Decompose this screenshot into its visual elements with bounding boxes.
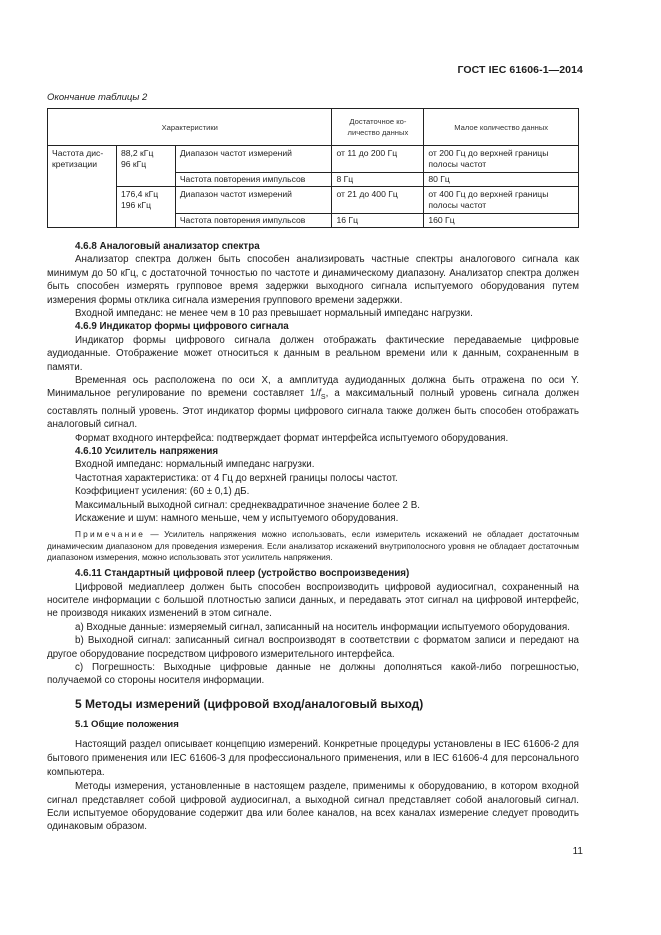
page-number: 11 bbox=[572, 846, 583, 857]
cell-min: 160 Гц bbox=[424, 214, 579, 228]
section-heading: 4.6.9 Индикатор формы цифрового сигнала bbox=[75, 321, 289, 333]
paragraph: Входной импеданс: нормальный импеданс нагрузки. bbox=[75, 459, 315, 471]
table-caption: Окончание таблицы 2 bbox=[47, 92, 148, 103]
paragraph: Коэффициент усиления: (60 ± 0,1) дБ. bbox=[75, 486, 250, 498]
cell-sufficient: от 21 до 400 Гц bbox=[332, 187, 424, 214]
table-row bbox=[48, 187, 579, 214]
cell-min: от 400 Гц до верхней границы полосы частот bbox=[424, 187, 579, 214]
list-item: b) Выходной сигнал: записанный сигнал воспроизводят в соответствии с форматом записи и передают на другое оборудование посредством цифрового измерительного интерфейса. bbox=[47, 635, 579, 660]
document-header: ГОСТ IEC 61606-1—2014 bbox=[457, 64, 583, 76]
spec-table bbox=[47, 108, 579, 228]
paragraph: Временная ось расположена по оси X, а амплитуда аудиоданных должна быть отражена по оси Y. Минимальное регулирование по времени составляет $1/f_S$, а максимальный полный уровень сигнала должен составлять полный уровень. Этот индикатор формы цифрового сигнала также должен быть способен отображать аналоговый сигнал. bbox=[47, 375, 579, 431]
group2-freq: 176,4 кГц 196 кГц bbox=[116, 187, 175, 228]
paragraph: Частотная характеристика: от 4 Гц до верхней границы полосы частот. bbox=[75, 472, 398, 484]
cell-sufficient: 16 Гц bbox=[332, 214, 424, 228]
chapter-heading: 5 Методы измерений (цифровой вход/аналоговый выход) bbox=[75, 696, 424, 711]
section-heading: 4.6.8 Аналоговый анализатор спектра bbox=[75, 241, 260, 252]
table-header-row bbox=[48, 109, 579, 146]
section-heading: 5.1 Общие положения bbox=[75, 719, 179, 731]
sampling-label: Частота дис- кретизации bbox=[48, 146, 117, 228]
paragraph: Формат входного интерфейса: подтверждает формат интерфейса испытуемого оборудования. bbox=[75, 432, 509, 444]
paragraph: Цифровой медиаплеер должен быть способен воспроизводить цифровой аудиосигнал, сохраненный на носителе информации с большой плотностью записи данных, и передавать этот сигнал на цифровой интерфейс, не производя никаких изменений в этом сигнале. bbox=[47, 581, 579, 620]
section-heading: 4.6.11 Стандартный цифровой плеер (устройство воспроизведения) bbox=[75, 568, 410, 580]
header-sufficient: Достаточное ко- личество данных bbox=[332, 109, 424, 146]
cell-sufficient: от 11 до 200 Гц bbox=[332, 146, 424, 173]
paragraph: Методы измерения, установленные в настоящем разделе, применимы к оборудованию, в котором входной сигнал представляет собой цифровой аудиосигнал, а выходной сигнал представляет собой аналоговый сигнал. Если испытуемое оборудование содержит два или более каналов, на всех каналах измерение следует проводить одинаковым образом. bbox=[47, 781, 579, 833]
list-item: a) Входные данные: измеряемый сигнал, записанный на носитель информации испытуемого оборудования. bbox=[75, 621, 570, 633]
paragraph: Анализатор спектра должен быть способен анализировать частные спектры аналогового сигнала как минимум до 50 кГц, с достаточной точностью по частоте и динамическому диапазону. Анализатор спектра должен быть способен измерять групповое время задержки выходного сигнала испытуемого оборудования путем измерения формы отклика сигнала измерения группового времени задержки. bbox=[47, 254, 579, 306]
header-characteristics: Характеристики bbox=[48, 109, 332, 146]
cell-param: Диапазон частот измерений bbox=[175, 187, 332, 214]
paragraph: Настоящий раздел описывает концепцию измерений. Конкретные процедуры установлены в IEC 61606-2 для бытового применения или IEC 61606-3 для профессионального применения, или в IEC 61606-4 для персонального компьютера. bbox=[47, 738, 579, 778]
cell-param: Диапазон частот измерений bbox=[175, 146, 332, 173]
document-body bbox=[47, 240, 579, 834]
cell-param: Частота повторения импульсов bbox=[175, 173, 332, 187]
list-item: c) Погрешность: Выходные цифровые данные не должны дополняться какой-либо погрешностью, получаемой со стороны носителя информации. bbox=[47, 661, 579, 687]
section-heading: 4.6.10 Усилитель напряжения bbox=[75, 446, 219, 458]
paragraph: Индикатор формы цифрового сигнала должен отображать фактические передаваемые цифровые аудиоданные. Отображение может относиться к данным в реальном времени или к данным, сохраненным в памяти. bbox=[47, 334, 579, 373]
note-text: — Усилитель напряжения можно использовать, если измеритель искажений не обладает достаточным динамическим диапазоном для проведения измерения. Если анализатор искажений внутриполосного уровня не обладает достаточным диапазоном измерения, можно использовать этот усилитель напряжения. bbox=[47, 529, 579, 562]
header-min: Малое количество данных bbox=[424, 109, 579, 146]
table-row bbox=[48, 146, 579, 173]
cell-min: 80 Гц bbox=[424, 173, 579, 187]
cell-min: от 200 Гц до верхней границы полосы частот bbox=[424, 146, 579, 173]
paragraph: Входной импеданс: не менее чем в 10 раз превышает нормальный импеданс нагрузки. bbox=[75, 308, 473, 320]
paragraph: Искажение и шум: намного меньше, чем у испытуемого оборудования. bbox=[75, 513, 399, 525]
group1-freq: 88,2 кГц 96 кГц bbox=[116, 146, 175, 187]
cell-param: Частота повторения импульсов bbox=[175, 214, 332, 228]
note bbox=[47, 529, 579, 563]
note-label: Примечание bbox=[75, 529, 146, 540]
paragraph: Максимальный выходной сигнал: среднеквадратичное значение более 2 В. bbox=[75, 499, 420, 511]
cell-sufficient: 8 Гц bbox=[332, 173, 424, 187]
